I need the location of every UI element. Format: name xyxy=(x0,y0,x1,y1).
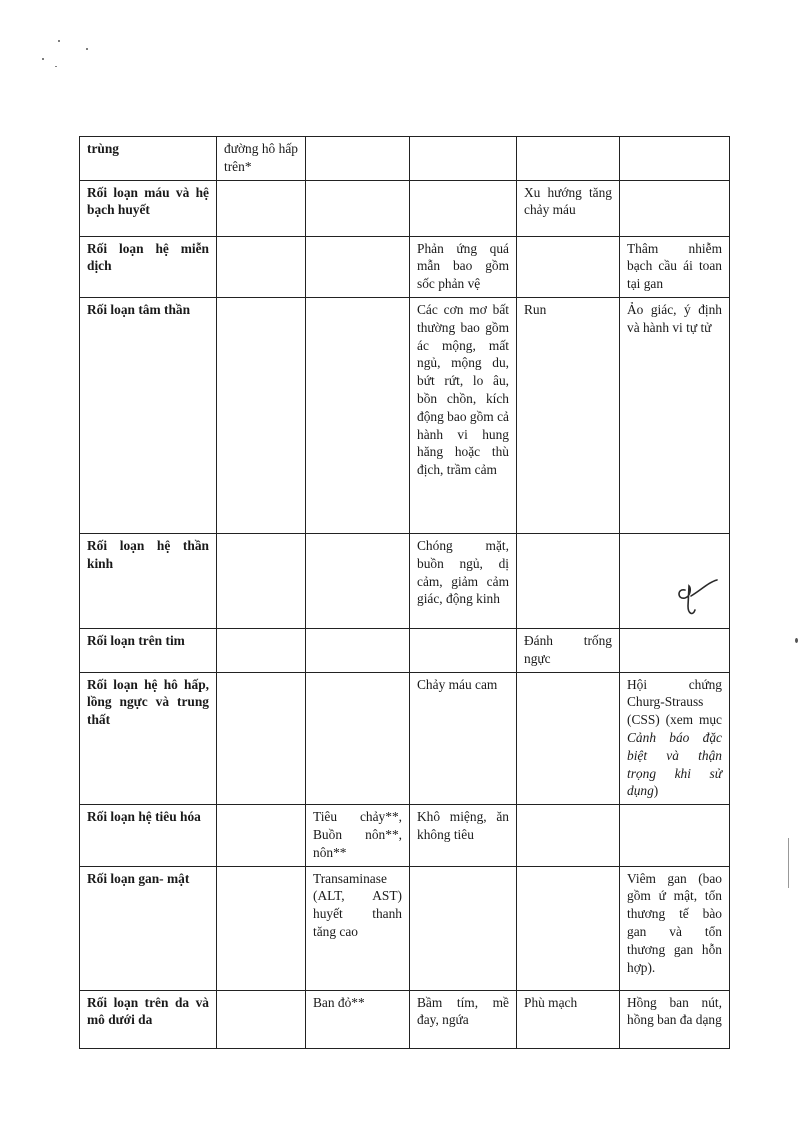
frequency-cell: Hồng ban nút, hồng ban đa dạng xyxy=(620,990,730,1048)
table-row xyxy=(80,866,730,990)
frequency-cell xyxy=(217,533,306,628)
frequency-cell xyxy=(306,236,410,297)
table-row xyxy=(80,628,730,672)
frequency-cell xyxy=(306,672,410,805)
scan-speck xyxy=(55,66,57,67)
frequency-cell: Thâm nhiễm bạch cầu ái toan tại gan xyxy=(620,236,730,297)
frequency-cell xyxy=(410,866,517,990)
frequency-cell xyxy=(306,533,410,628)
table-row xyxy=(80,137,730,181)
frequency-cell xyxy=(217,180,306,236)
frequency-cell: Transaminase (ALT, AST) huyết thanh tăng cao xyxy=(306,866,410,990)
organ-class-cell: Rối loạn gan- mật xyxy=(80,866,217,990)
organ-class-cell: Rối loạn hệ miễn dịch xyxy=(80,236,217,297)
scan-speck xyxy=(795,638,798,643)
frequency-cell xyxy=(410,628,517,672)
scan-speck xyxy=(42,58,44,60)
frequency-cell xyxy=(620,628,730,672)
frequency-cell xyxy=(306,137,410,181)
frequency-cell xyxy=(517,533,620,628)
table-row xyxy=(80,236,730,297)
frequency-cell: Run xyxy=(517,297,620,533)
frequency-cell xyxy=(217,866,306,990)
frequency-cell xyxy=(410,137,517,181)
frequency-cell xyxy=(217,990,306,1048)
organ-class-cell: trùng xyxy=(80,137,217,181)
scan-edge-mark xyxy=(788,838,799,888)
frequency-cell xyxy=(620,672,730,805)
frequency-cell xyxy=(517,672,620,805)
organ-class-cell: Rối loạn hệ hô hấp, lồng ngực và trung thất xyxy=(80,672,217,805)
organ-class-cell: Rối loạn trên da và mô dưới da xyxy=(80,990,217,1048)
frequency-cell: Phù mạch xyxy=(517,990,620,1048)
frequency-cell xyxy=(217,805,306,866)
frequency-cell: Bầm tím, mề đay, ngứa xyxy=(410,990,517,1048)
organ-class-cell: Rối loạn tâm thần xyxy=(80,297,217,533)
frequency-cell xyxy=(620,137,730,181)
frequency-cell xyxy=(517,236,620,297)
frequency-cell: Các cơn mơ bất thường bao gồm ác mộng, mất ngủ, mộng du, bứt rứt, lo âu, bồn chồn, kích động bao gồm cả hành vi hung hăng hoặc thù địch, trầm cảm xyxy=(410,297,517,533)
frequency-cell xyxy=(620,805,730,866)
frequency-cell xyxy=(306,628,410,672)
frequency-cell xyxy=(517,805,620,866)
frequency-cell xyxy=(217,297,306,533)
frequency-cell: Đánh trống ngực xyxy=(517,628,620,672)
frequency-cell xyxy=(217,236,306,297)
frequency-cell: Xu hướng tăng chảy máu xyxy=(517,180,620,236)
scan-speck xyxy=(58,40,60,42)
frequency-cell: Ảo giác, ý định và hành vi tự tử xyxy=(620,297,730,533)
organ-class-cell: Rối loạn hệ tiêu hóa xyxy=(80,805,217,866)
frequency-cell: Ban đỏ** xyxy=(306,990,410,1048)
handwritten-signature xyxy=(671,576,721,622)
table-row xyxy=(80,805,730,866)
frequency-cell: Chảy máu cam xyxy=(410,672,517,805)
frequency-cell: Phản ứng quá mẫn bao gồm sốc phản vệ xyxy=(410,236,517,297)
frequency-cell xyxy=(306,180,410,236)
css-note-reference: Cảnh báo đặc biệt và thận trọng khi sử dụng xyxy=(627,729,722,799)
frequency-cell xyxy=(517,866,620,990)
frequency-cell xyxy=(517,137,620,181)
frequency-cell: Khô miệng, ăn không tiêu xyxy=(410,805,517,866)
table-row xyxy=(80,533,730,628)
frequency-cell xyxy=(620,180,730,236)
css-note-text: Hội chứng Churg-Strauss (CSS) (xem mục xyxy=(627,676,722,728)
frequency-cell: Chóng mặt, buồn ngủ, dị cảm, giảm cảm giác, động kinh xyxy=(410,533,517,628)
organ-class-cell: Rối loạn máu và hệ bạch huyết xyxy=(80,180,217,236)
frequency-cell xyxy=(217,672,306,805)
organ-class-cell: Rối loạn trên tim xyxy=(80,628,217,672)
table-row xyxy=(80,990,730,1048)
scan-speck xyxy=(86,48,88,50)
frequency-cell: đường hô hấp trên* xyxy=(217,137,306,181)
table-row xyxy=(80,672,730,805)
frequency-cell xyxy=(620,533,730,628)
frequency-cell: Viêm gan (bao gồm ứ mật, tổn thương tế bào gan và tổn thương gan hỗn hợp). xyxy=(620,866,730,990)
css-note-suffix: ) xyxy=(653,783,659,799)
adverse-reactions-table xyxy=(79,136,730,1049)
table-row xyxy=(80,180,730,236)
frequency-cell xyxy=(410,180,517,236)
frequency-cell xyxy=(306,297,410,533)
frequency-cell xyxy=(217,628,306,672)
organ-class-cell: Rối loạn hệ thần kinh xyxy=(80,533,217,628)
frequency-cell: Tiêu chảy**, Buồn nôn**, nôn** xyxy=(306,805,410,866)
table-row xyxy=(80,297,730,533)
